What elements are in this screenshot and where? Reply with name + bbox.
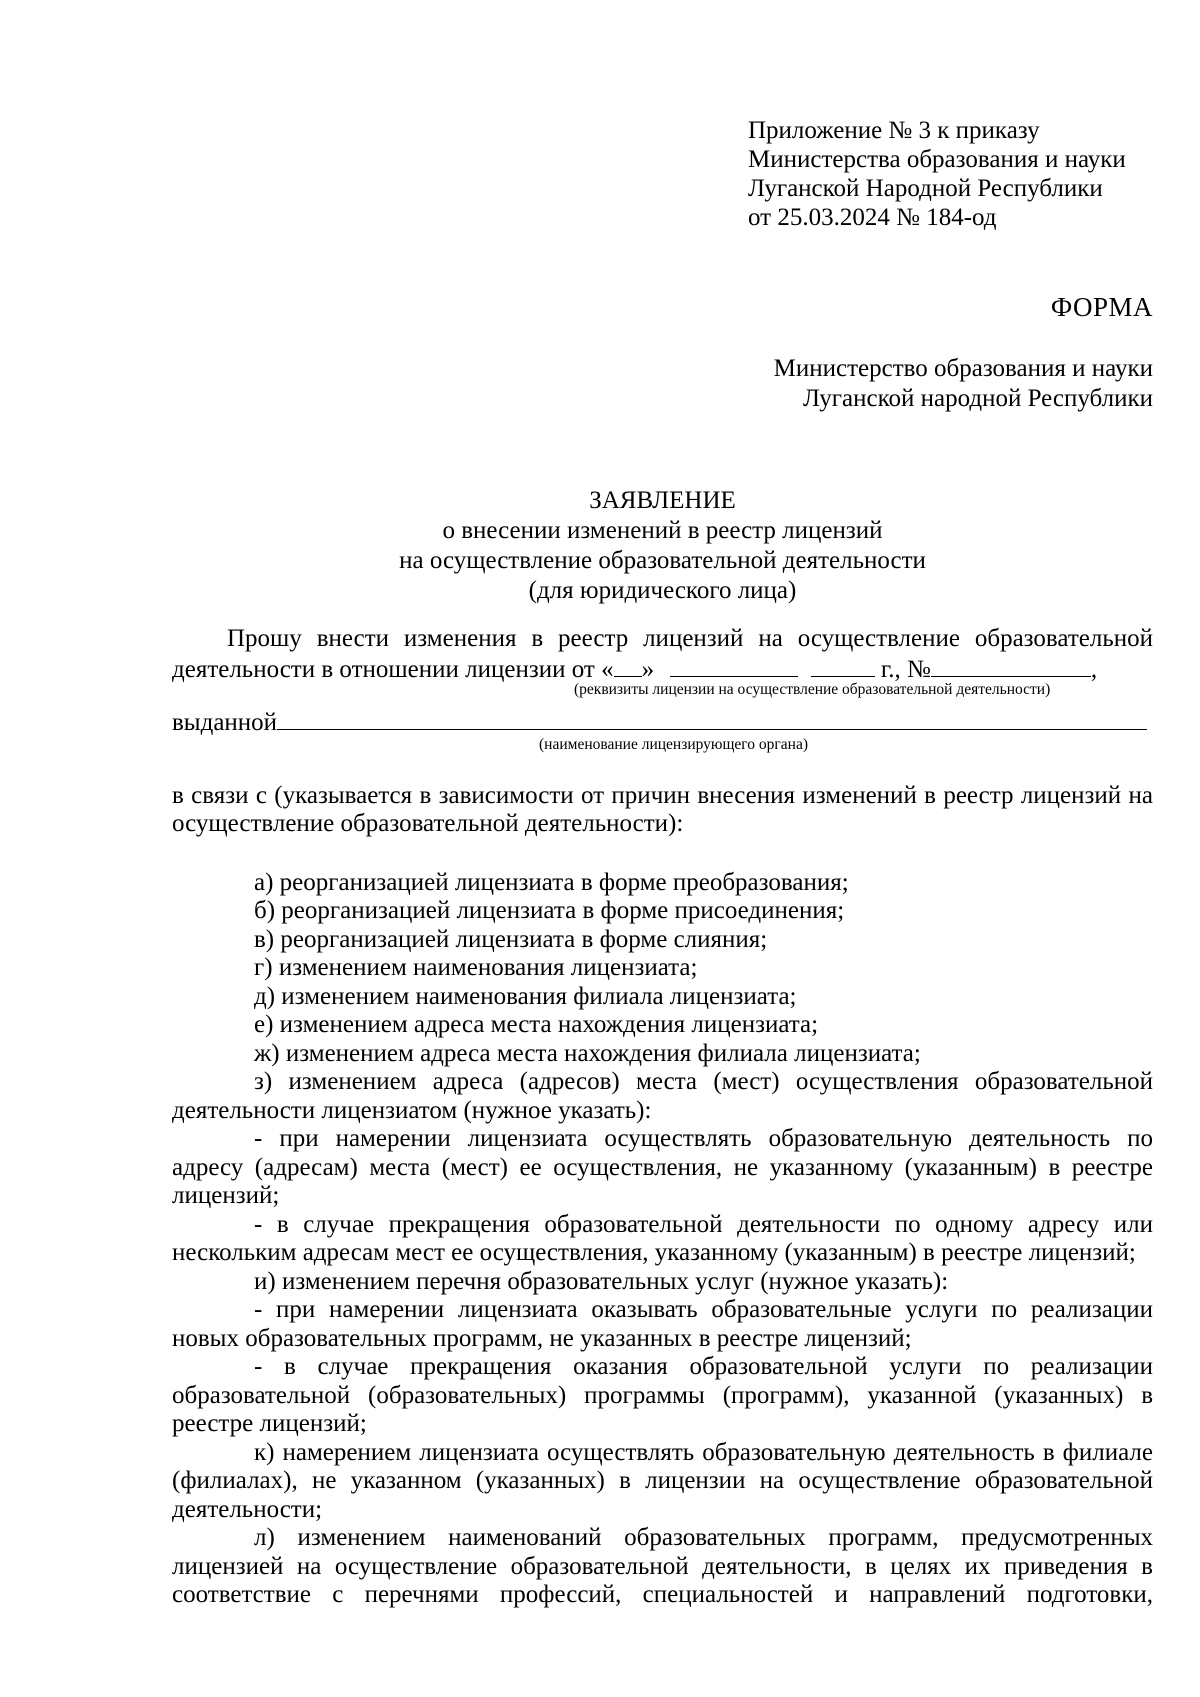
hint-license-requisites: (реквизиты лицензии на осуществление образовательной деятельности) <box>574 681 1051 698</box>
reason-subitem: - в случае прекращения оказания образовательной услуги по реализации образовательной (образовательных) программы (программ), указанной (указанных) в реестре лицензий; <box>172 1353 1153 1437</box>
appendix-line: Приложение № 3 к приказу <box>748 117 1040 144</box>
reason-item: в) реорганизацией лицензиата в форме слияния; <box>254 925 768 953</box>
reason-intro: в связи с (указывается в зависимости от причин внесения изменений в реестр лицензий на осуществление образовательной деятельности): <box>172 781 1153 837</box>
title-line: на осуществление образовательной деятельности <box>399 547 926 574</box>
license-month-field[interactable] <box>670 654 798 677</box>
comma: , <box>1090 655 1098 683</box>
reason-item-k: к) намерением лицензиата осуществлять образовательную деятельность в филиале (филиалах), не указанном (указанных) в лицензии на осуществление образовательной деятельности; <box>172 1438 1153 1523</box>
reason-subitem: - в случае прекращения образовательной деятельности по одному адресу или нескольким адресам мест ее осуществления, указанному (указанным) в реестре лицензий; <box>172 1210 1153 1266</box>
title-line: о внесении изменений в реестр лицензий <box>442 517 883 544</box>
reason-item-i: и) изменением перечня образовательных услуг (нужное указать): <box>254 1267 949 1295</box>
reason-subitem: - при намерении лицензиата оказывать образовательные услуги по реализации новых образовательных программ, не указанных в реестре лицензий; <box>172 1296 1153 1352</box>
license-year-field[interactable] <box>811 654 875 677</box>
reason-item: г) изменением наименования лицензиата; <box>254 954 698 981</box>
document-body <box>172 625 1153 1610</box>
quote-close: » <box>641 655 655 683</box>
title-main: ЗАЯВЛЕНИЕ <box>589 487 736 514</box>
hint-licensing-authority: (наименование лицензирующего органа) <box>539 735 808 753</box>
reason-item: б) реорганизацией лицензиата в форме присоединения; <box>254 897 845 924</box>
appendix-line: Луганской Народной Республики <box>748 175 1103 202</box>
appendix-line: от 25.03.2024 № 184-од <box>748 204 997 231</box>
document-title <box>172 486 1153 606</box>
addressee-line: Луганской народной Республики <box>802 385 1153 412</box>
request-prefix: деятельности в отношении лицензии от « <box>172 655 614 683</box>
addressee-line: Министерство образования и науки <box>773 355 1153 382</box>
reason-item: а) реорганизацией лицензиата в форме преобразования; <box>254 868 849 896</box>
issued-row <box>172 707 1153 738</box>
reason-item: д) изменением наименования филиала лицензиата; <box>254 982 797 1010</box>
appendix-line: Министерства образования и науки <box>748 146 1126 173</box>
title-line: (для юридического лица) <box>528 577 797 604</box>
reason-subitem: - при намерении лицензиата осуществлять образовательную деятельность по адресу (адресам) места (мест) ее осуществления, не указанному (указанным) в реестре лицензий; <box>172 1125 1153 1209</box>
issued-label: выданной <box>172 709 278 736</box>
appendix-header <box>748 116 1126 232</box>
form-label: ФОРМА <box>1050 292 1153 322</box>
year-number-label: г., № <box>880 655 931 683</box>
addressee-block <box>774 354 1153 414</box>
request-line-1: Прошу внести изменения в реестр лицензий на осуществление образовательной <box>227 625 1153 652</box>
license-day-field[interactable] <box>614 654 642 677</box>
request-line-2 <box>172 654 1153 685</box>
reason-item: е) изменением адреса места нахождения лицензиата; <box>254 1011 819 1038</box>
reason-item-l: л) изменением наименований образовательных программ, предусмотренных лицензией на осуществление образовательной деятельности, в целях их приведения в соответствие с перечнями профессий, специальностей и направлений подготовки, <box>172 1524 1153 1608</box>
license-number-field[interactable] <box>931 654 1091 677</box>
reason-item: ж) изменением адреса места нахождения филиала лицензиата; <box>254 1039 921 1067</box>
reason-item-z: з) изменением адреса (адресов) места (мест) осуществления образовательной деятельности лицензиатом (нужное указать): <box>172 1068 1153 1124</box>
licensing-authority-field[interactable] <box>277 707 1147 730</box>
